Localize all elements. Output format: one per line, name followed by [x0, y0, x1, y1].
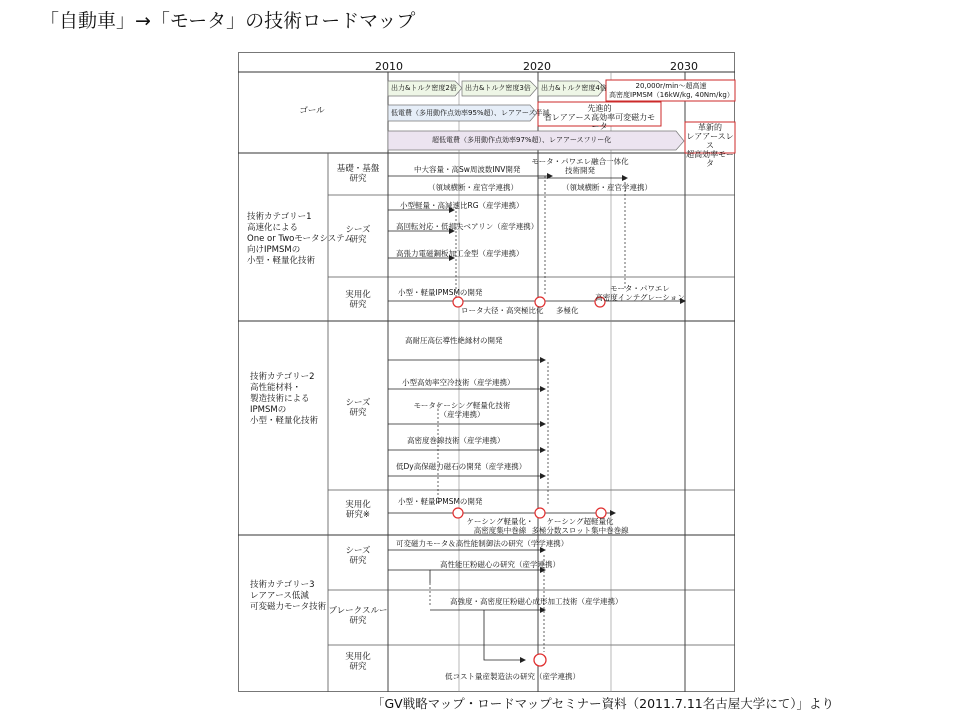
year-2030: 2030: [670, 60, 698, 73]
cat2-seeds-winding: 高密度巻線技術（産学連携）: [407, 436, 505, 445]
goal-innovative-motor: 革新的 レアアースレス 超高効率モータ: [686, 123, 734, 168]
year-2020: 2020: [523, 60, 551, 73]
cat2-practical-ultralight: ケーシング超軽量化 多極分数スロット集中巻巻線: [531, 517, 629, 535]
cat1-basic-inv: 中大容量・高Sw周波数INV開発: [414, 165, 521, 174]
cat2-practical-casing: ケーシング軽量化・ 高密度集中巻線: [466, 517, 534, 535]
cat2-seeds-magnet: 低Dy高保磁力磁石の開発（産学連携）: [396, 462, 527, 471]
goal-label: ゴール: [299, 106, 325, 116]
cat3-seeds-powder-core: 高性能圧粉磁心の研究（産学連携）: [440, 560, 560, 569]
goal-density-2x: 出力&トルク密度2倍: [391, 84, 457, 92]
cat3-breakthrough-forming: 高強度・高密度圧粉磁心成形加工技術（産学連携）: [450, 597, 623, 606]
cat1-practical-integration: モータ・パワエレ 高密度インテグレーション: [595, 284, 685, 302]
cat1-practical-ipmsm: 小型・軽量IPMSMの開発: [398, 288, 483, 297]
cat3-practical-label: 実用化 研究: [345, 652, 371, 672]
cat3-seeds-variable-motor: 可変磁力モータ＆高性能制御法の研究（学学連携）: [396, 539, 569, 548]
cat2-seeds-casing: モータケーシング軽量化技術 （産学連携）: [413, 401, 511, 419]
cat1-basic-fusion-note: （領域横断・産官学連携）: [562, 183, 652, 192]
year-2010: 2010: [375, 60, 403, 73]
cat1-seeds-label: シーズ 研究: [345, 225, 371, 245]
cat1-basic-label: 基礎・基盤 研究: [336, 164, 380, 184]
cat2-seeds-insulation: 高耐圧高伝導性絶縁材の開発: [405, 336, 503, 345]
cat1-seeds-bearing: 高回転対応・低損失ベアリン（産学連携）: [396, 222, 539, 231]
goal-low-energy: 低電費（多用動作点効率95%超）、レアアース半減: [391, 109, 550, 117]
cat2-practical-ipmsm: 小型・軽量IPMSMの開発: [398, 497, 483, 506]
cat1-practical-label: 実用化 研究: [345, 290, 371, 310]
cat1-seeds-rg: 小型軽量・高減速比RG（産学連携）: [400, 201, 524, 210]
cat3-label: 技術カテゴリー3 レアアース低減 可変磁力モータ技術: [250, 580, 327, 612]
goal-variable-motor: 先進的 省レアアース高効率可変磁力モータ: [543, 104, 656, 131]
goal-density-3x: 出力&トルク密度3倍: [465, 84, 531, 92]
cat2-seeds-cooling: 小型高効率空冷技術（産学連携）: [402, 378, 515, 387]
cat3-breakthrough-label: ブレークスルー 研究: [328, 606, 388, 626]
page-title: 「自動車」→「モータ」の技術ロードマップ: [40, 10, 416, 32]
goal-ultra-low-energy: 超低電費（多用動作点効率97%超）、レアアースフリー化: [432, 136, 612, 144]
cat3-seeds-label: シーズ 研究: [345, 546, 371, 566]
cat1-practical-rotor: ロータ大径・高突極比化: [461, 306, 544, 315]
cat2-label: 技術カテゴリー2 高性能材料・ 製造技術による IPMSMの 小型・軽量化技術: [250, 372, 319, 426]
cat2-seeds-label: シーズ 研究: [345, 398, 371, 418]
cat1-label: 技術カテゴリー1 高速化による One or Twoモータシステム 向けIPMSMの 小型・軽量化技術: [247, 212, 353, 266]
cat1-practical-multipole: 多極化: [556, 306, 579, 315]
cat3-practical-mass-production: 低コスト量産製造法の研究（産学連携）: [445, 672, 580, 681]
cat1-basic-inv-note: （領域横断・産官学連携）: [428, 183, 518, 192]
cat1-seeds-mold: 高張力電磁鋼板加工金型（産学連携）: [396, 249, 524, 258]
goal-high-speed: 20,000r/min～超高速 高密度IPMSM（16kW/kg, 40Nm/kg）: [609, 82, 734, 99]
cat2-practical-label: 実用化 研究※: [345, 500, 371, 520]
cat1-basic-fusion: モータ・パワエレ融合一体化 技術開発: [531, 157, 629, 175]
goal-density-4x: 出力&トルク密度4倍: [541, 84, 607, 92]
source-citation: 「GV戦略マップ・ロードマップセミナー資料（2011.7.11名古屋大学にて）」より: [372, 696, 834, 711]
